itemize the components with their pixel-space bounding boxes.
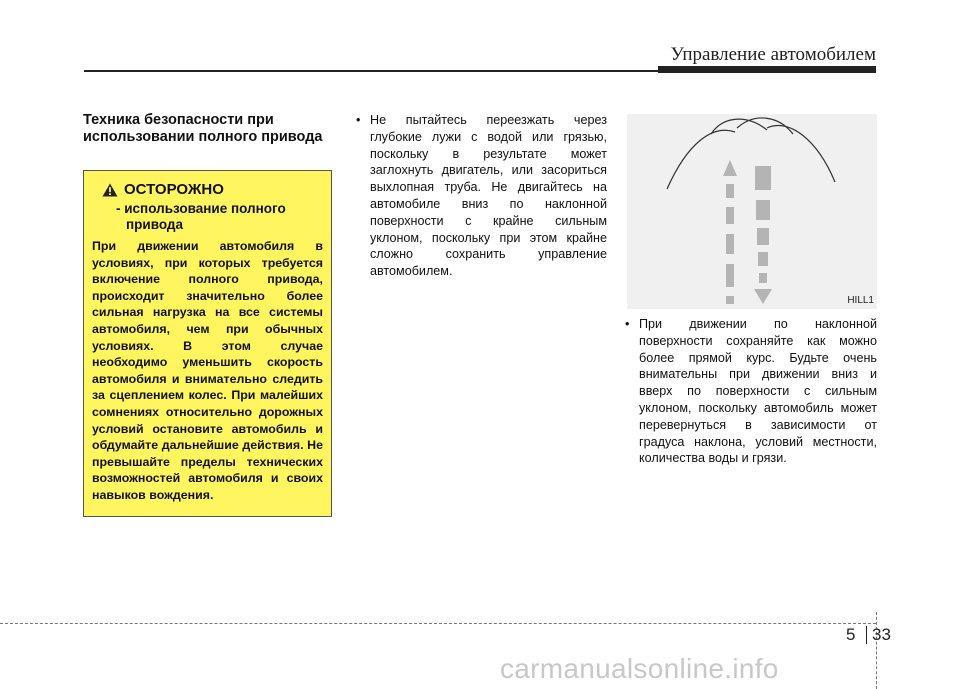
page-number-separator xyxy=(866,626,867,644)
list-item xyxy=(356,112,607,280)
text-column-right xyxy=(625,316,877,467)
caution-heading-row xyxy=(102,181,323,199)
footer-rule xyxy=(0,623,876,624)
bullet-text: При движении по наклонной поверхности сохраняйте как можно более прямой курс. Будьте очень внимательны при движении вниз и вверх по поверхности с сильным уклоном, поскольку автомобиль может перевернуться в зависимости от градуса наклона, условий местности, количества воды и грязи. xyxy=(639,317,877,466)
chapter-title: Управление автомобилем xyxy=(670,44,876,65)
hill-outline xyxy=(767,126,835,182)
list-item xyxy=(625,316,877,467)
bullet-marker: • xyxy=(625,317,630,331)
uphill-arrow xyxy=(723,160,737,304)
figure-label: HILL1 xyxy=(847,295,874,306)
caution-subheading: - использование полного привода xyxy=(116,201,286,232)
bullet-text: Не пытайтесь переезжать через глубокие лужи с водой или грязью, поскольку в результате может заглохнуть двигатель, или засориться выхлопная труба. Не двигайтесь на автомобиле вниз по наклонной поверхности с крайне сильным уклоном, поскольку при этом крайне сложно сохранить управление автомобилем. xyxy=(370,113,607,279)
hill-illustration xyxy=(627,114,877,309)
hill-driving-diagram xyxy=(627,114,877,309)
caution-heading: ОСТОРОЖНО xyxy=(124,181,224,198)
footer-divider xyxy=(876,612,877,689)
header-rule-accent xyxy=(658,66,876,73)
chapter-number: 5 xyxy=(846,625,856,644)
caution-body: При движении автомобиля в условиях, при которых требуется включение полного привода, происходит значительно более сильная нагрузка на все системы автомобиля, чем при обычных условиях. В этом случае необходимо уменьшить скорость автомобиля и внимательно следить за сцеплением колес. При малейших сомнениях относительно дорожных условий остановите автомобиль и обдумайте дальнейшие действия. Не превышайте пределы технических возможностей автомобиля и своих навыков вождения. xyxy=(92,239,323,502)
hill-outline xyxy=(667,130,735,189)
downhill-arrow xyxy=(754,166,772,304)
warning-triangle-icon xyxy=(102,183,118,197)
caution-box xyxy=(83,170,332,517)
section-title: Техника безопасности при использовании полного привода xyxy=(83,112,323,145)
text-column-middle xyxy=(356,112,607,280)
bullet-marker: • xyxy=(356,113,361,127)
watermark: carmanualsonline.info xyxy=(500,653,779,684)
page-number: 33 xyxy=(872,625,891,644)
